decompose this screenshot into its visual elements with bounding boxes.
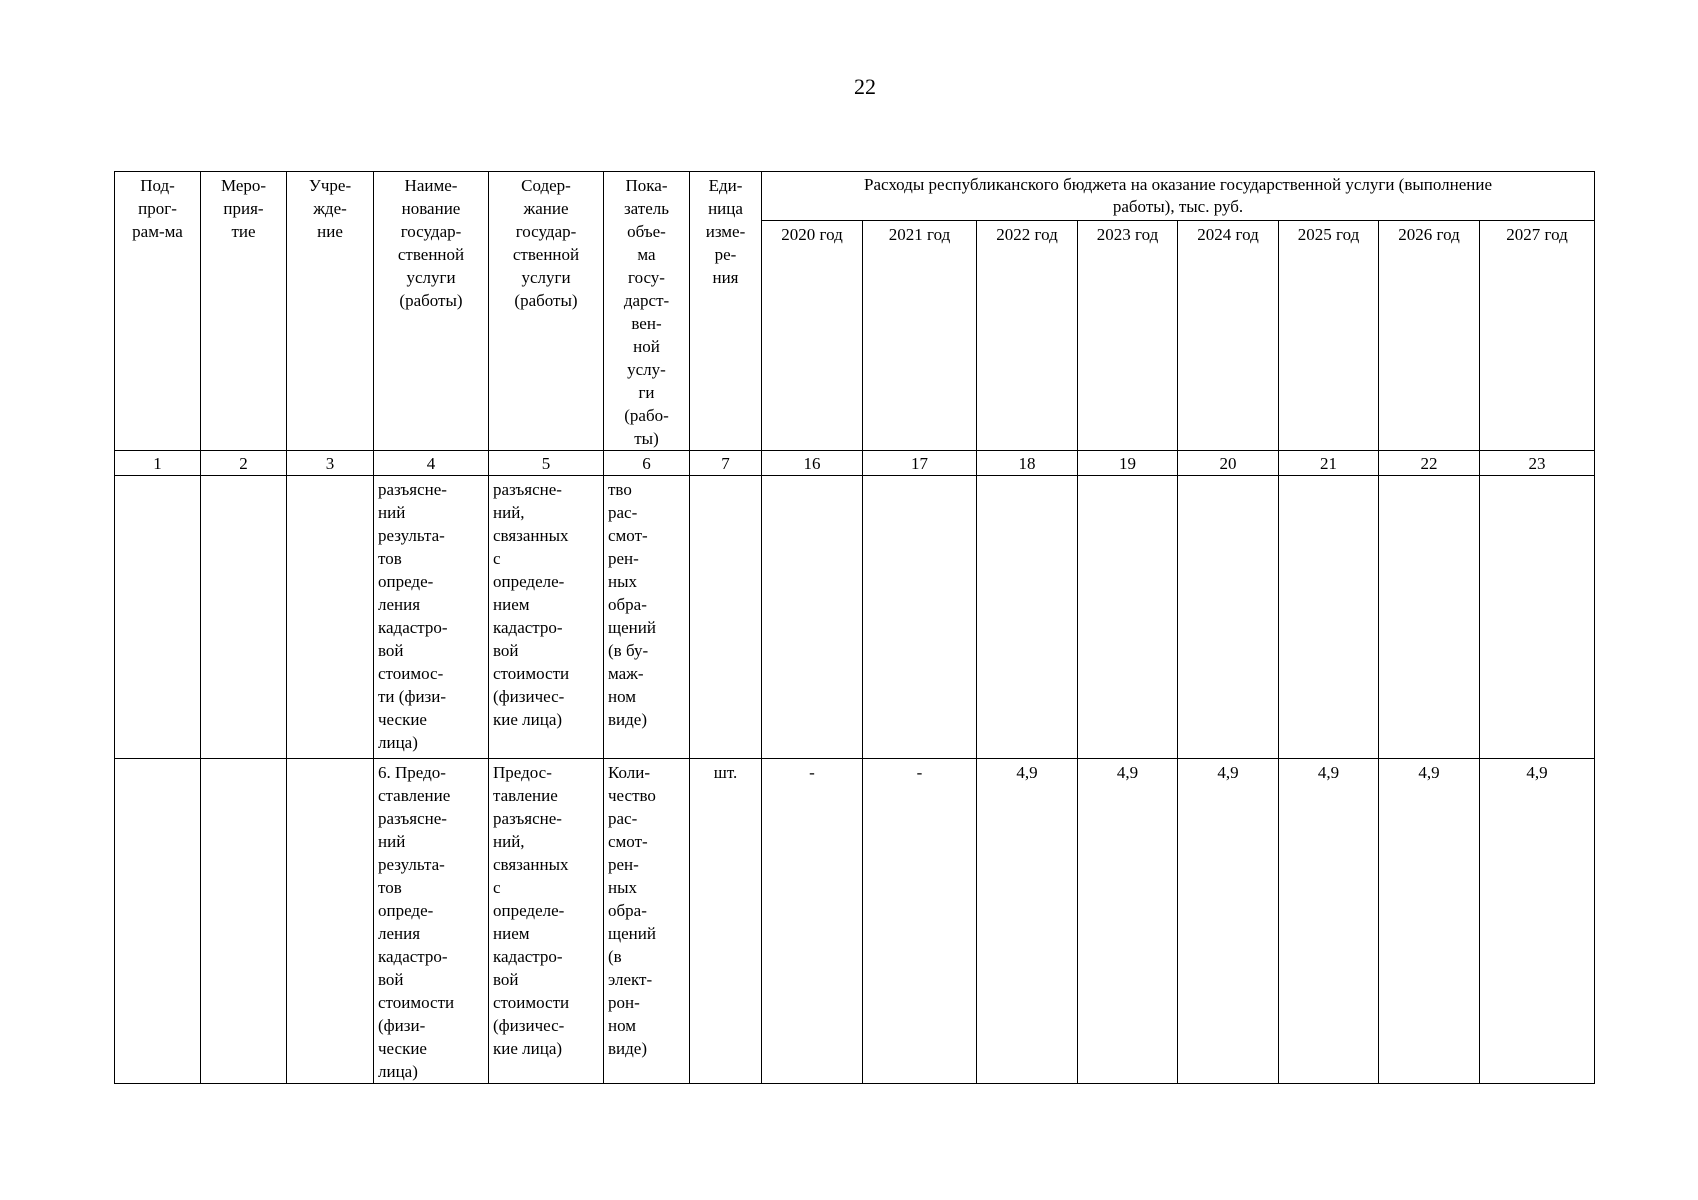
text-line: ма [637,245,656,264]
cell-value-2026 [1379,476,1480,759]
text-line: ном [608,1016,637,1035]
column-number: 17 [863,451,977,476]
text-line: результа- [378,855,445,874]
column-number: 20 [1178,451,1279,476]
column-number: 21 [1279,451,1379,476]
cell-institution [287,759,374,1084]
text-line: кие лица) [493,710,563,729]
cell-value-2023 [1078,476,1178,759]
text-line: лица) [378,1062,418,1081]
header-year: 2022 год [977,221,1078,451]
text-line: чество [608,786,656,805]
header-service-content [489,172,604,451]
cell-value-2021: - [863,759,977,1084]
header-subprogram [115,172,201,451]
text-line: разъясне- [493,480,562,499]
cell-unit [690,476,762,759]
text-line: Содер- [521,176,571,195]
text-line: рас- [608,503,638,522]
cell-value-2020: - [762,759,863,1084]
text-line: обра- [608,595,647,614]
text-line: (в бу- [608,641,649,660]
text-line: вой [378,641,404,660]
cell-value-2020 [762,476,863,759]
text-line: Под- [140,176,175,195]
text-line: услу- [627,360,666,379]
text-line: виде) [608,710,647,729]
column-number: 5 [489,451,604,476]
text-line: кадастро- [493,947,563,966]
text-line: ре- [714,245,737,264]
column-number: 4 [374,451,489,476]
text-line: вой [493,970,519,989]
header-volume-indicator [604,172,690,451]
text-line: ных [608,878,638,897]
text-line: смот- [608,832,648,851]
text-line: связанных [493,526,569,545]
column-number: 1 [115,451,201,476]
text-line: Еди- [708,176,743,195]
column-number: 16 [762,451,863,476]
text-line: ний [378,832,406,851]
text-line: объе- [627,222,666,241]
text-line: стоимости [493,664,570,683]
cell-volume-indicator [604,476,690,759]
text-line: ческие [378,710,427,729]
text-line: (работы) [514,291,578,310]
text-line: элект- [608,970,653,989]
text-line: ний [378,503,406,522]
header-year: 2025 год [1279,221,1379,451]
text-line: изме- [705,222,746,241]
text-line: рам-ма [132,222,183,241]
budget-table [114,171,1595,1084]
text-line: дарст- [623,291,670,310]
text-line: ги [638,383,655,402]
text-line: виде) [608,1039,647,1058]
cell-service-content [489,759,604,1084]
column-number: 3 [287,451,374,476]
cell-value-2022: 4,9 [977,759,1078,1084]
page-number: 22 [854,74,876,99]
text-line: лица) [378,733,418,752]
header-year: 2027 год [1480,221,1595,451]
text-line: вен- [631,314,662,333]
text-line: определе- [493,901,565,920]
text-line: ления [378,595,421,614]
text-line: кадастро- [378,947,448,966]
cell-value-2024 [1178,476,1279,759]
text-line: щений [608,618,656,637]
text-line: разъясне- [493,809,562,828]
text-line: ты) [634,429,659,448]
text-line: кадастро- [493,618,563,637]
header-expenses-title [762,172,1595,221]
text-line: жание [523,199,569,218]
text-line: рен- [608,855,639,874]
text-line: государ- [515,222,577,241]
text-line: разъясне- [378,809,447,828]
text-line: тов [378,549,402,568]
column-number: 6 [604,451,690,476]
text-line: прог- [138,199,177,218]
text-line: связанных [493,855,569,874]
cell-service-name [374,476,489,759]
text-line: тво [608,480,632,499]
table-row [115,759,1595,1084]
header-unit [690,172,762,451]
text-line: ница [708,199,743,218]
text-line: услуги [406,268,456,287]
text-line: Пока- [625,176,668,195]
cell-value-2026: 4,9 [1379,759,1480,1084]
text-line: 6. Предо- [378,763,446,782]
text-line: ние [317,222,343,241]
text-line: (рабо- [624,406,669,425]
text-line: разъясне- [378,480,447,499]
text-line: ния [712,268,739,287]
cell-service-name [374,759,489,1084]
text-line: государ- [400,222,462,241]
text-line: услуги [521,268,571,287]
column-number: 18 [977,451,1078,476]
text-line: вой [378,970,404,989]
text-line: стоимости [493,993,570,1012]
cell-activity [201,476,287,759]
text-line: (физичес- [493,687,565,706]
column-number: 22 [1379,451,1480,476]
text-line: маж- [608,664,644,683]
text-line: затель [623,199,670,218]
text-line: (физи- [378,1016,426,1035]
cell-value-2023: 4,9 [1078,759,1178,1084]
header-year: 2024 год [1178,221,1279,451]
text-line: вой [493,641,519,660]
text-line: кадастро- [378,618,448,637]
column-number: 23 [1480,451,1595,476]
header-year: 2023 год [1078,221,1178,451]
text-line: Наиме- [404,176,458,195]
text-line: Меро- [220,176,267,195]
cell-value-2024: 4,9 [1178,759,1279,1084]
text-line: рон- [608,993,640,1012]
text-line: (физичес- [493,1016,565,1035]
text-line: опреде- [378,572,434,591]
column-number: 19 [1078,451,1178,476]
text-line: обра- [608,901,647,920]
text-line: щений [608,924,656,943]
text-line: с [493,549,501,568]
header-row [115,172,1595,221]
text-line: Предос- [493,763,552,782]
cell-institution [287,476,374,759]
column-number: 2 [201,451,287,476]
text-line: ных [608,572,638,591]
column-numbers-row [115,451,1595,476]
text-line: рен- [608,549,639,568]
column-number: 7 [690,451,762,476]
header-institution [287,172,374,451]
text-line: ной [633,337,660,356]
cell-value-2025 [1279,476,1379,759]
text-line: тие [231,222,256,241]
cell-service-content [489,476,604,759]
cell-value-2022 [977,476,1078,759]
cell-volume-indicator [604,759,690,1084]
text-line: госу- [628,268,665,287]
text-line: опреде- [378,901,434,920]
text-line: (в [608,947,622,966]
text-line: кие лица) [493,1039,563,1058]
cell-subprogram [115,759,201,1084]
text-line: результа- [378,526,445,545]
text-line: ний, [493,503,525,522]
text-line: нием [493,924,530,943]
text-line: ти (физи- [378,687,447,706]
text-line: ственной [512,245,580,264]
cell-value-2027 [1480,476,1595,759]
text-line: нием [493,595,530,614]
text-line: Расходы республиканского бюджета на оказание государственной услуги (выполнение [864,175,1493,194]
text-line: тавление [493,786,558,805]
cell-value-2027: 4,9 [1480,759,1595,1084]
table-row [115,476,1595,759]
header-activity [201,172,287,451]
text-line: нование [401,199,461,218]
text-line: ставление [378,786,451,805]
text-line: рас- [608,809,638,828]
text-line: стоимости [378,993,455,1012]
cell-subprogram [115,476,201,759]
text-line: ном [608,687,637,706]
header-service-name [374,172,489,451]
cell-value-2025: 4,9 [1279,759,1379,1084]
cell-unit: шт. [690,759,762,1084]
text-line: (работы) [399,291,463,310]
header-year: 2026 год [1379,221,1480,451]
text-line: тов [378,878,402,897]
text-line: ний, [493,832,525,851]
cell-activity [201,759,287,1084]
text-line: Учре- [308,176,352,195]
text-line: определе- [493,572,565,591]
text-line: прия- [223,199,264,218]
text-line: ления [378,924,421,943]
cell-value-2021 [863,476,977,759]
header-year: 2021 год [863,221,977,451]
text-line: с [493,878,501,897]
header-year: 2020 год [762,221,863,451]
text-line: ственной [397,245,465,264]
text-line: ческие [378,1039,427,1058]
text-line: жде- [313,199,347,218]
text-line: смот- [608,526,648,545]
text-line: стоимос- [378,664,444,683]
text-line: Коли- [608,763,651,782]
text-line: работы), тыс. руб. [1112,197,1244,216]
